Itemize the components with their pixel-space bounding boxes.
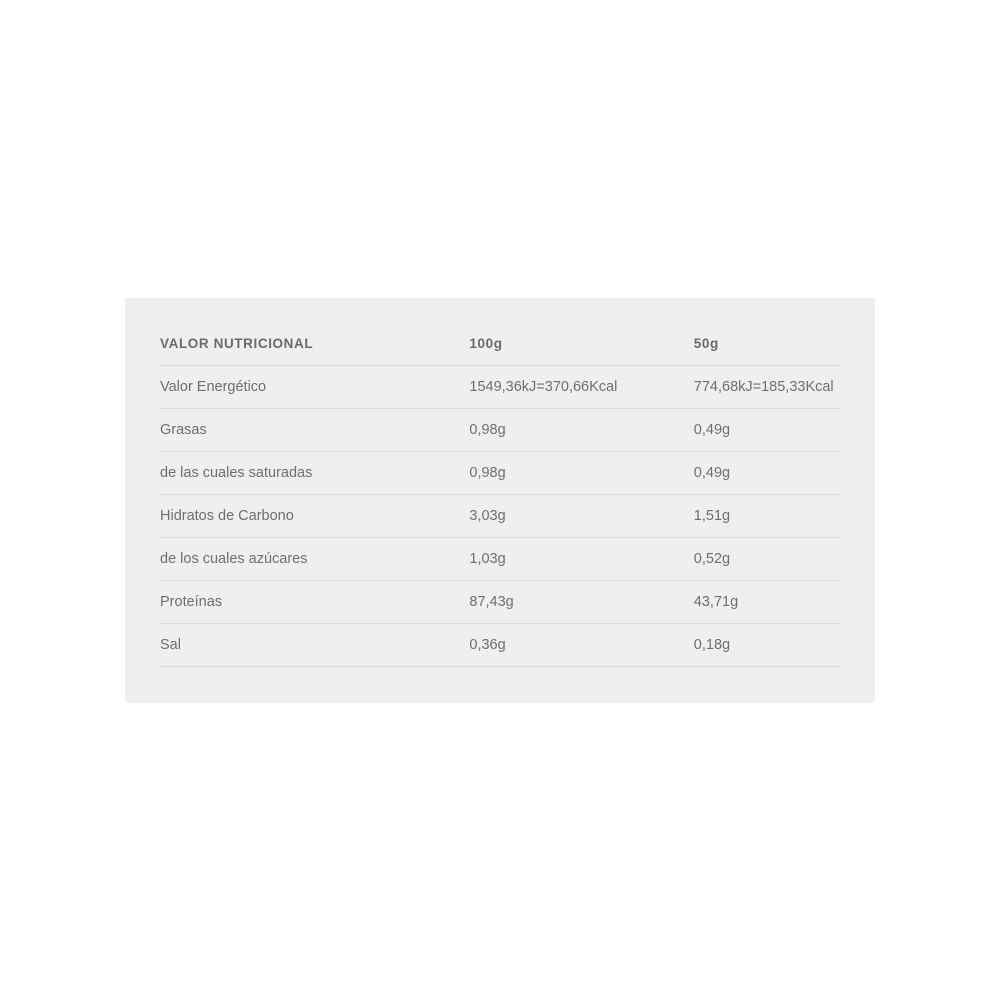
table-row: [160, 452, 840, 495]
row-value-100g: 87,43g: [469, 581, 693, 624]
table-row: [160, 409, 840, 452]
column-header-50g: 50g: [694, 298, 840, 366]
table-row: [160, 495, 840, 538]
row-value-50g: 43,71g: [694, 581, 840, 624]
row-value-50g: 0,49g: [694, 452, 840, 495]
row-label: de los cuales azúcares: [160, 538, 469, 581]
table-row: [160, 538, 840, 581]
table-row: [160, 624, 840, 667]
row-value-100g: 0,98g: [469, 452, 693, 495]
row-value-50g: 774,68kJ=185,33Kcal: [694, 366, 840, 409]
table-body: [160, 366, 840, 667]
row-value-100g: 0,36g: [469, 624, 693, 667]
nutrition-table: [160, 298, 840, 667]
row-value-50g: 0,18g: [694, 624, 840, 667]
table-header-row: [160, 298, 840, 366]
row-label: de las cuales saturadas: [160, 452, 469, 495]
row-value-100g: 1549,36kJ=370,66Kcal: [469, 366, 693, 409]
row-value-50g: 0,52g: [694, 538, 840, 581]
row-value-50g: 0,49g: [694, 409, 840, 452]
row-label: Sal: [160, 624, 469, 667]
table-row: [160, 366, 840, 409]
column-header-nutrient: VALOR NUTRICIONAL: [160, 298, 469, 366]
row-label: Valor Energético: [160, 366, 469, 409]
row-value-50g: 1,51g: [694, 495, 840, 538]
column-header-100g: 100g: [469, 298, 693, 366]
row-value-100g: 1,03g: [469, 538, 693, 581]
row-value-100g: 0,98g: [469, 409, 693, 452]
row-label: Grasas: [160, 409, 469, 452]
table-header: [160, 298, 840, 366]
row-value-100g: 3,03g: [469, 495, 693, 538]
row-label: Proteínas: [160, 581, 469, 624]
row-label: Hidratos de Carbono: [160, 495, 469, 538]
nutrition-facts-panel: [125, 298, 875, 703]
table-row: [160, 581, 840, 624]
